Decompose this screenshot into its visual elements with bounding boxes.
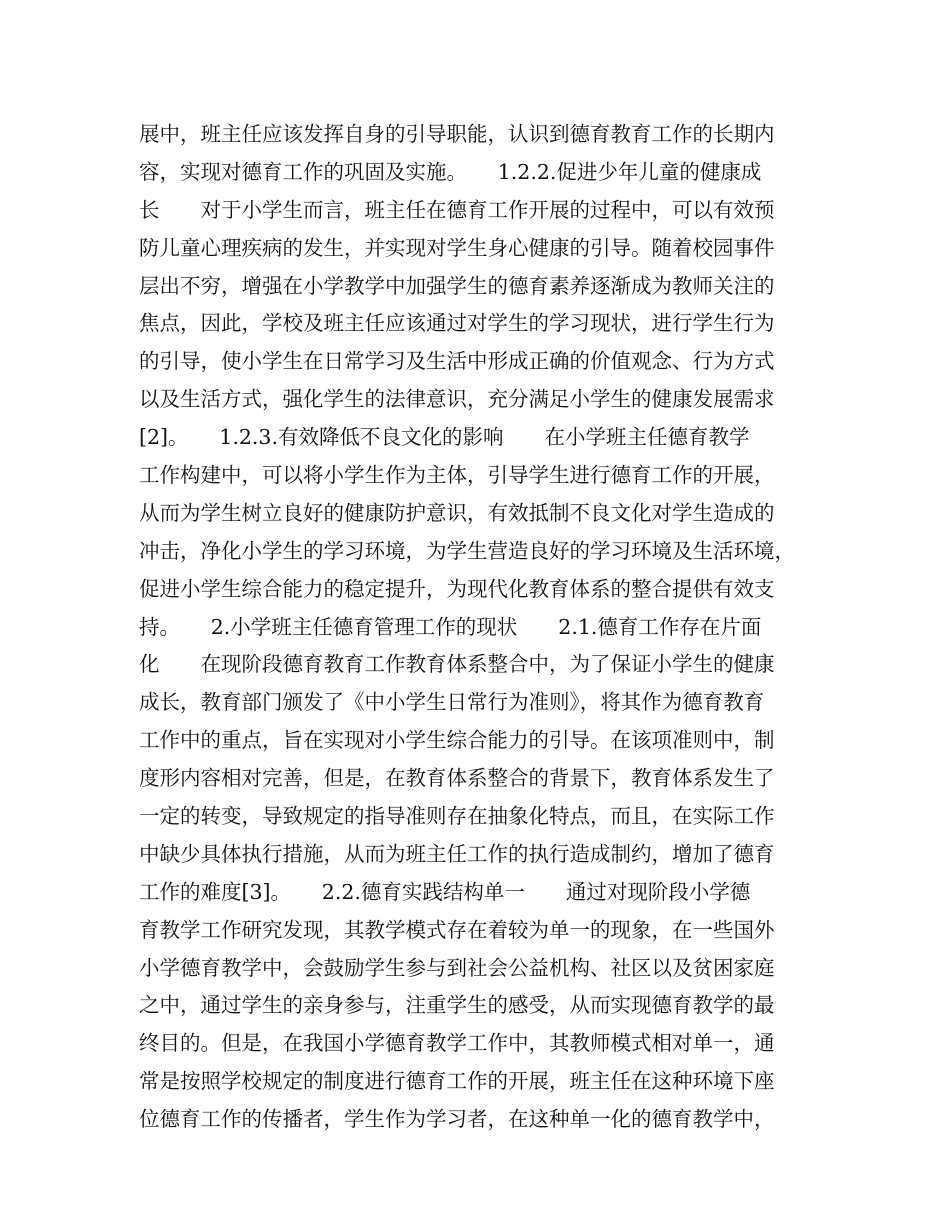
text-line-4: 防儿童心理疾病的发生，并实现对学生身心健康的引导。随着校园事件 bbox=[139, 235, 775, 260]
text-line-17: 工作中的重点，旨在实现对小学生综合能力的引导。在该项准则中，制 bbox=[139, 728, 775, 753]
text-line-19: 一定的转变，导致规定的指导准则存在抽象化特点，而且，在实际工作 bbox=[139, 804, 775, 829]
text-line-5: 层出不穷，增强在小学教学中加强学生的德育素养逐渐成为教师关注的 bbox=[139, 273, 775, 298]
text-line-14: 持。 2.小学班主任德育管理工作的现状 2.1.德育工作存在片面 bbox=[139, 614, 762, 639]
text-line-25: 终目的。但是，在我国小学德育教学工作中，其教师模式相对单一，通 bbox=[139, 1031, 775, 1056]
text-line-18: 度形内容相对完善，但是，在教育体系整合的背景下，教育体系发生了 bbox=[139, 766, 775, 791]
text-line-3: 长 对于小学生而言，班主任在德育工作开展的过程中，可以有效预 bbox=[139, 197, 775, 222]
text-line-6: 焦点，因此，学校及班主任应该通过对学生的学习现状，进行学生行为 bbox=[139, 311, 775, 336]
text-line-24: 之中，通过学生的亲身参与，注重学生的感受，从而实现德育教学的最 bbox=[139, 993, 775, 1018]
body-text bbox=[139, 116, 819, 1139]
text-line-2: 容，实现对德育工作的巩固及实施。 1.2.2.促进少年儿童的健康成 bbox=[139, 159, 762, 184]
text-line-21: 工作的难度[3]。 2.2.德育实践结构单一 通过对现阶段小学德 bbox=[139, 879, 751, 904]
text-line-1: 展中，班主任应该发挥自身的引导职能，认识到德育教育工作的长期内 bbox=[139, 122, 775, 146]
text-line-12: 冲击，净化小学生的学习环境，为学生营造良好的学习环境及生活环境， bbox=[139, 538, 795, 563]
text-line-8: 以及生活方式，强化学生的法律意识，充分满足小学生的健康发展需求 bbox=[139, 387, 775, 412]
text-line-9: [2]。 1.2.3.有效降低不良文化的影响 在小学班主任德育教学 bbox=[139, 425, 750, 450]
text-line-13: 促进小学生综合能力的稳定提升，为现代化教育体系的整合提供有效支 bbox=[139, 576, 775, 601]
text-line-7: 的引导，使小学生在日常学习及生活中形成正确的价值观念、行为方式 bbox=[139, 349, 775, 374]
text-line-26: 常是按照学校规定的制度进行德育工作的开展，班主任在这种环境下座 bbox=[139, 1069, 775, 1094]
text-line-20: 中缺少具体执行措施，从而为班主任工作的执行造成制约，增加了德育 bbox=[139, 841, 775, 866]
text-line-22: 育教学工作研究发现，其教学模式存在着较为单一的现象，在一些国外 bbox=[139, 917, 775, 942]
text-line-15: 化 在现阶段德育教育工作教育体系整合中，为了保证小学生的健康 bbox=[139, 652, 775, 677]
text-line-10: 工作构建中，可以将小学生作为主体，引导学生进行德育工作的开展， bbox=[139, 463, 775, 488]
text-line-23: 小学德育教学中，会鼓励学生参与到社会公益机构、社区以及贫困家庭 bbox=[139, 955, 775, 980]
text-line-11: 从而为学生树立良好的健康防护意识，有效抵制不良文化对学生造成的 bbox=[139, 500, 775, 525]
text-line-16: 成长，教育部门颁发了《中小学生日常行为准则》，将其作为德育教育 bbox=[139, 690, 765, 715]
text-line-27: 位德育工作的传播者，学生作为学习者，在这种单一化的德育教学中， bbox=[139, 1107, 775, 1132]
